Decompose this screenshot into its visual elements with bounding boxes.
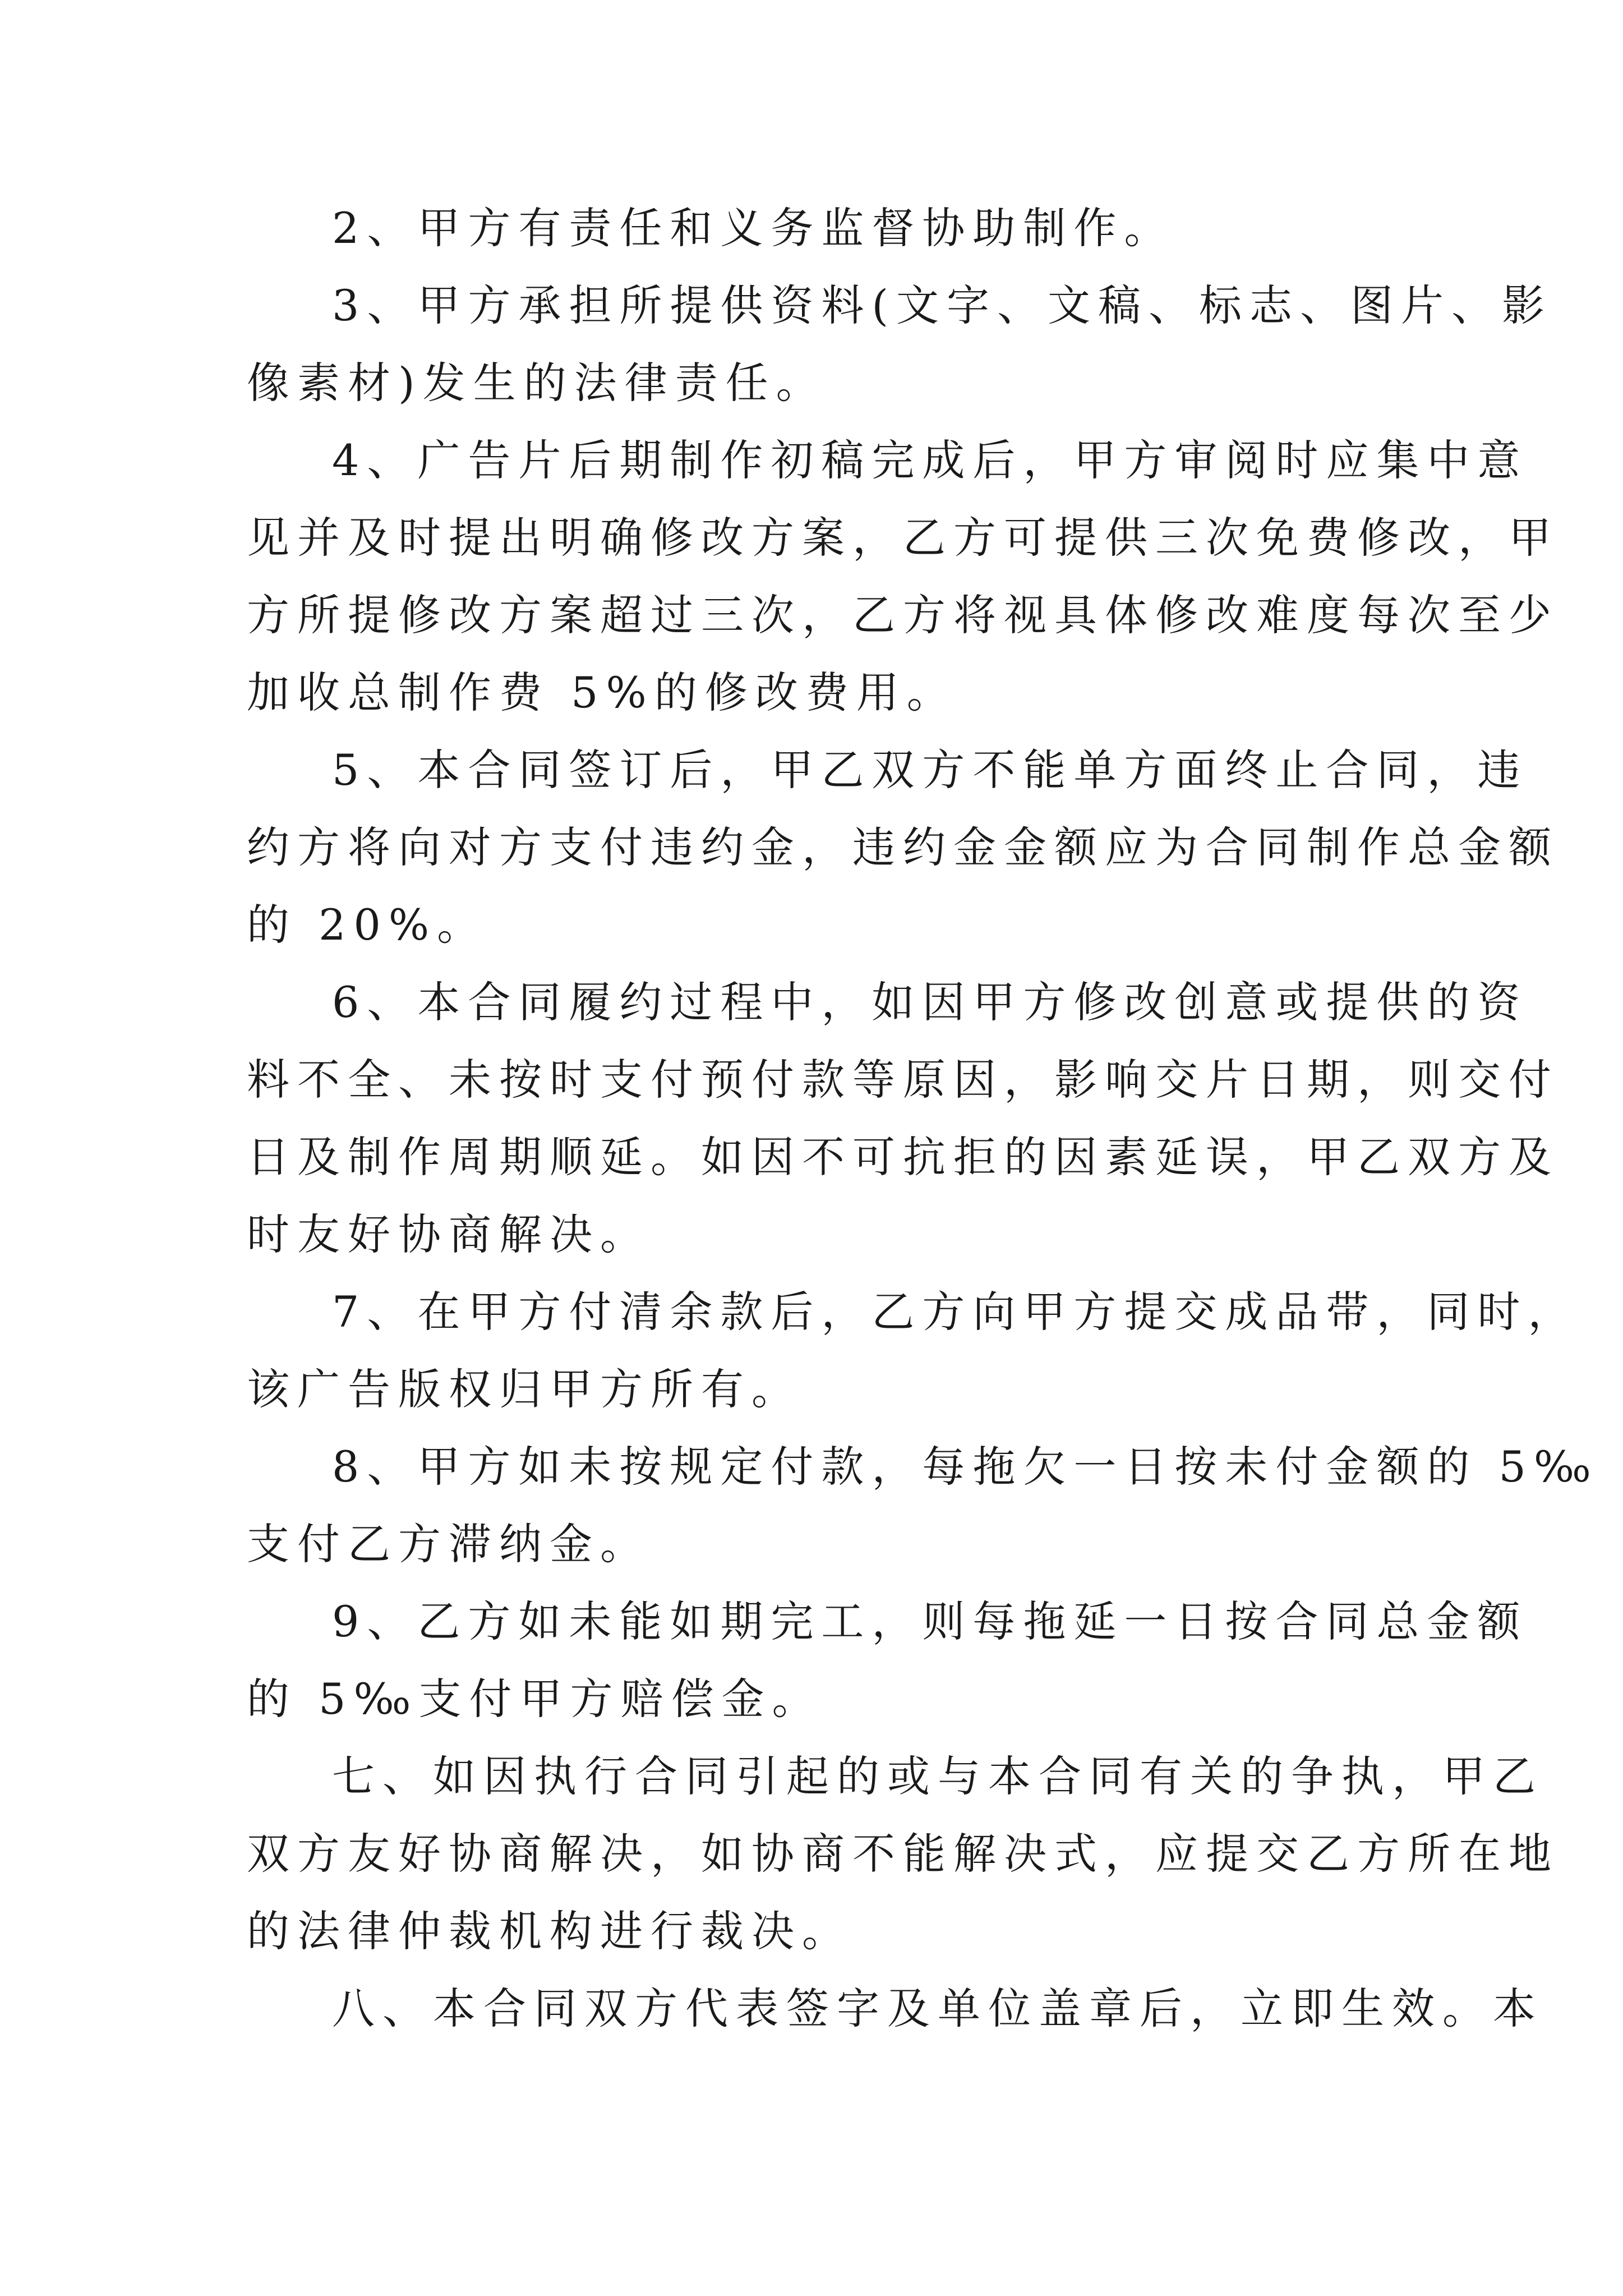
text-line: 七、如因执行合同引起的或与本合同有关的争执，甲乙 <box>332 1751 1543 1801</box>
text-line: 9、乙方如未能如期完工，则每拖延一日按合同总金额 <box>332 1596 1528 1646</box>
text-line: 方所提修改方案超过三次，乙方将视具体修改难度每次至少 <box>247 590 1559 640</box>
paragraph-2 <box>247 190 1402 267</box>
paragraph-3 <box>247 267 1553 422</box>
document-body <box>247 190 1599 2047</box>
text-line: 的 20%。 <box>247 900 488 950</box>
paragraph-4 <box>247 422 1559 731</box>
text-line: 3、甲方承担所提供资料(文字、文稿、标志、图片、影 <box>332 280 1553 330</box>
text-line: 像素材)发生的法律责任。 <box>247 358 827 408</box>
text-line: 加收总制作费 5%的修改费用。 <box>247 668 957 717</box>
text-line: 4、广告片后期制作初稿完成后，甲方审阅时应集中意 <box>332 435 1528 485</box>
text-line: 8、甲方如未按规定付款，每拖欠一日按未付金额的 5‰ <box>332 1442 1599 1492</box>
paragraph-6 <box>247 964 1559 1273</box>
text-line: 约方将向对方支付违约金，违约金金额应为合同制作总金额 <box>247 822 1559 872</box>
paragraph-seven <box>247 1738 1559 1970</box>
paragraph-5 <box>247 731 1559 964</box>
text-line: 双方友好协商解决，如协商不能解决式，应提交乙方所在地 <box>247 1829 1559 1879</box>
text-line: 日及制作周期顺延。如因不可抗拒的因素延误，甲乙双方及 <box>247 1132 1559 1182</box>
text-line: 6、本合同履约过程中，如因甲方修改创意或提供的资 <box>332 977 1528 1027</box>
paragraph-eight <box>247 1970 1543 2047</box>
text-line: 该广告版权归甲方所有。 <box>247 1364 802 1414</box>
paragraph-8 <box>247 1428 1599 1583</box>
paragraph-9 <box>247 1583 1528 1738</box>
text-line: 时友好协商解决。 <box>247 1209 651 1259</box>
paragraph-7 <box>247 1273 1579 1428</box>
text-line: 的法律仲裁机构进行裁决。 <box>247 1906 852 1956</box>
text-line: 支付乙方滞纳金。 <box>247 1519 651 1569</box>
text-line: 7、在甲方付清余款后，乙方向甲方提交成品带，同时， <box>332 1287 1579 1337</box>
text-line: 见并及时提出明确修改方案，乙方可提供三次免费修改，甲 <box>247 513 1559 563</box>
text-line: 5、本合同签订后，甲乙双方不能单方面终止合同，违 <box>332 745 1528 795</box>
text-line: 2、甲方有责任和义务监督协助制作。 <box>332 203 1175 253</box>
text-line: 的 5‰支付甲方赔偿金。 <box>247 1674 823 1724</box>
text-line: 料不全、未按时支付预付款等原因，影响交片日期，则交付 <box>247 1055 1559 1105</box>
text-line: 八、本合同双方代表签字及单位盖章后，立即生效。本 <box>332 1984 1543 2033</box>
